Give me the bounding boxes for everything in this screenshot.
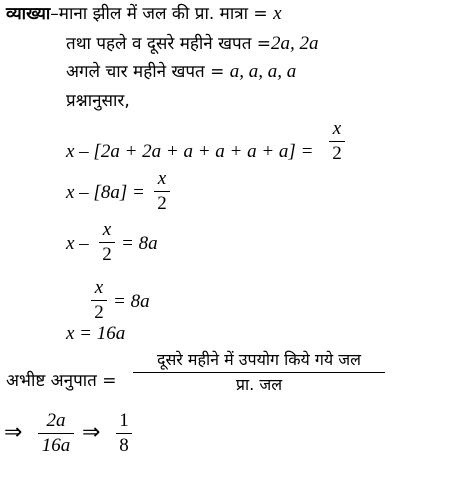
- as-per-question: [66, 91, 130, 111]
- equation-4-den: 2: [94, 302, 104, 323]
- equation-2-den: 2: [157, 193, 167, 214]
- consumption-text-1: तथा पहले व दूसरे महीने खपत =: [66, 34, 272, 54]
- equation-1-fraction: [329, 118, 345, 165]
- equation-5: x = 16a: [66, 323, 126, 344]
- equation-2-num: x: [157, 168, 167, 189]
- consumption-line-1: [66, 34, 319, 54]
- intro-var: x: [273, 3, 282, 24]
- equation-1-lhs: x – [2a + 2a + a + a + a + a] =: [66, 141, 314, 162]
- intro-line: [6, 4, 282, 24]
- consumption-line-2: [66, 62, 296, 82]
- required-ratio-label: अभीष्ट अनुपात =: [6, 371, 117, 391]
- equation-3-fraction: [99, 219, 115, 266]
- equation-3-lhs: x –: [66, 233, 89, 254]
- result-num-2: 1: [119, 410, 129, 431]
- result-fraction-2: [116, 410, 132, 457]
- fraction-bar: [38, 433, 74, 434]
- required-ratio-den: प्रा. जल: [235, 375, 283, 394]
- equation-3-den: 2: [102, 244, 112, 265]
- result-den-2: 8: [119, 435, 129, 456]
- implies-arrow-2: ⇒: [82, 420, 101, 445]
- equation-2-fraction: [154, 168, 170, 215]
- required-ratio-fraction: [133, 349, 385, 396]
- fraction-bar: [329, 141, 345, 142]
- equation-4-fraction: [91, 277, 107, 324]
- consumption-value-1: 2a, 2a: [271, 33, 319, 54]
- fraction-bar: [154, 191, 170, 192]
- fraction-bar: [116, 433, 132, 434]
- equation-4-rhs: = 8a: [113, 291, 150, 312]
- fraction-bar: [91, 300, 107, 301]
- intro-text: –माना झील में जल की प्रा. मात्रा =: [50, 4, 274, 24]
- fraction-bar: [133, 372, 385, 373]
- equation-3-rhs: = 8a: [121, 233, 158, 254]
- result-fraction-1: [38, 410, 74, 457]
- equation-2-lhs: x – [8a] =: [66, 182, 145, 203]
- consumption-value-2: a, a, a, a: [229, 61, 297, 82]
- required-ratio-num: दूसरे महीने में उपयोग किये गये जल: [156, 350, 362, 369]
- as-per-question-text: प्रश्नानुसार,: [66, 91, 130, 111]
- explanation-label: व्याख्या: [6, 4, 51, 24]
- implies-arrow-1: ⇒: [4, 420, 23, 445]
- consumption-text-2: अगले चार महीने खपत =: [66, 62, 230, 82]
- equation-1-den: 2: [332, 143, 342, 164]
- equation-3-num: x: [102, 219, 112, 240]
- result-den-1: 16a: [41, 435, 71, 456]
- equation-1-num: x: [332, 118, 342, 139]
- result-num-1: 2a: [46, 410, 66, 431]
- equation-4-num: x: [94, 277, 104, 298]
- fraction-bar: [99, 242, 115, 243]
